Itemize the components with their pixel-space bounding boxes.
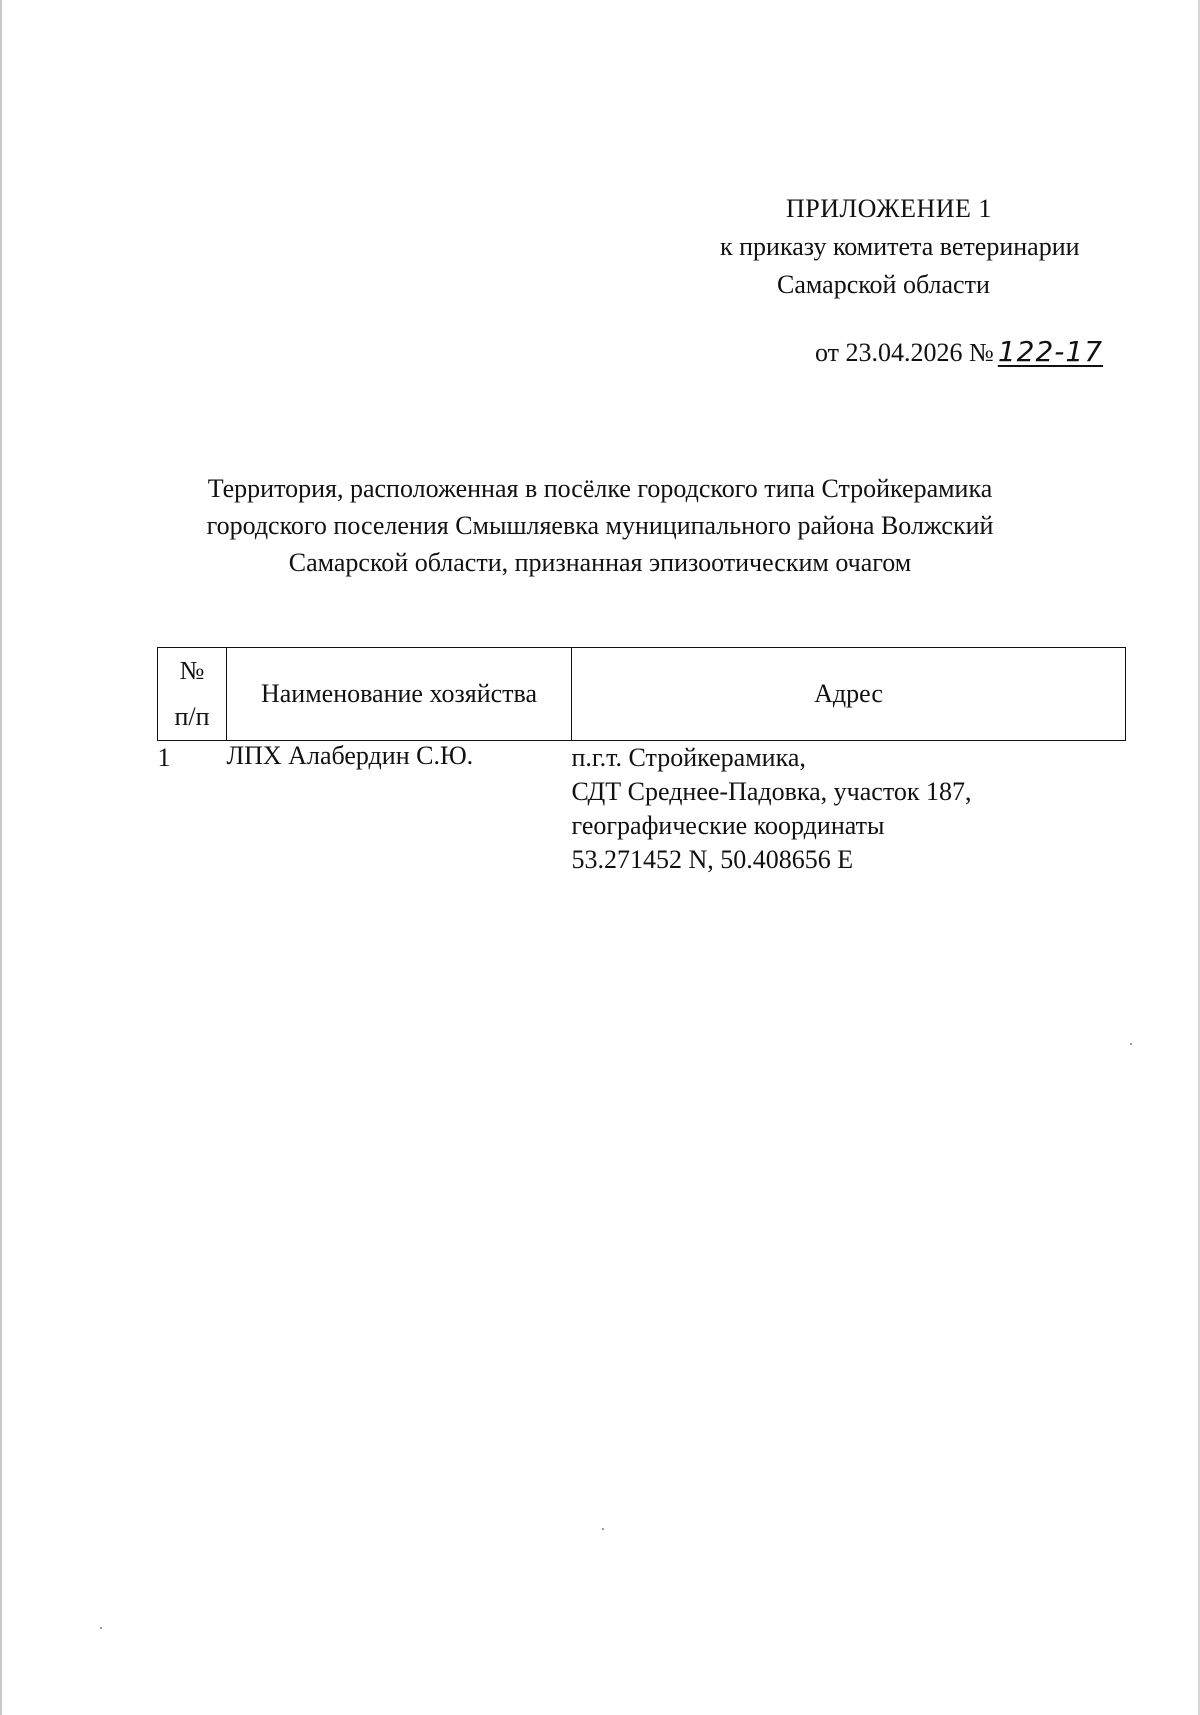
row-number: 1 <box>157 743 171 772</box>
table-header-row <box>158 648 1126 741</box>
row-farm-name: ЛПХ Алабердин С.Ю. <box>226 741 474 770</box>
address-line-1: п.г.т. Стройкерамика, <box>571 743 806 772</box>
order-date: от 23.04.2026 № <box>815 338 994 367</box>
scan-speck <box>1130 1043 1132 1045</box>
scan-edge-left <box>0 0 2 1715</box>
heading-line-3: Самарской области, признанная эпизоотическим очагом <box>288 548 912 577</box>
header-number-abbr: п/п <box>174 702 210 731</box>
scan-speck <box>100 1627 102 1629</box>
table-row <box>158 741 1126 878</box>
address-line-2: СДТ Среднее-Падовка, участок 187, <box>571 777 972 806</box>
document-heading <box>150 470 1050 581</box>
scan-speck <box>602 1528 604 1530</box>
address-line-3: географические координаты <box>571 811 885 840</box>
appendix-region-line: Самарской области <box>777 270 990 299</box>
header-address: Адрес <box>572 648 1126 741</box>
appendix-title: ПРИЛОЖЕНИЕ 1 <box>786 194 992 223</box>
header-number <box>158 648 227 741</box>
heading-line-2: городского поселения Смышляевка муниципального района Волжский <box>206 511 994 540</box>
row-address <box>572 741 1126 878</box>
order-date-number <box>815 333 1103 372</box>
address-line-4: 53.271452 N, 50.408656 E <box>571 845 854 874</box>
handwritten-order-number: 122-17 <box>997 335 1104 368</box>
farms-table <box>157 647 1126 877</box>
appendix-reference-line: к приказу комитета ветеринарии <box>720 232 1080 261</box>
header-farm-name: Наименование хозяйства <box>227 648 572 741</box>
heading-line-1: Территория, расположенная в посёлке городского типа Стройкерамика <box>207 474 993 503</box>
header-number-sign: № <box>179 656 205 685</box>
